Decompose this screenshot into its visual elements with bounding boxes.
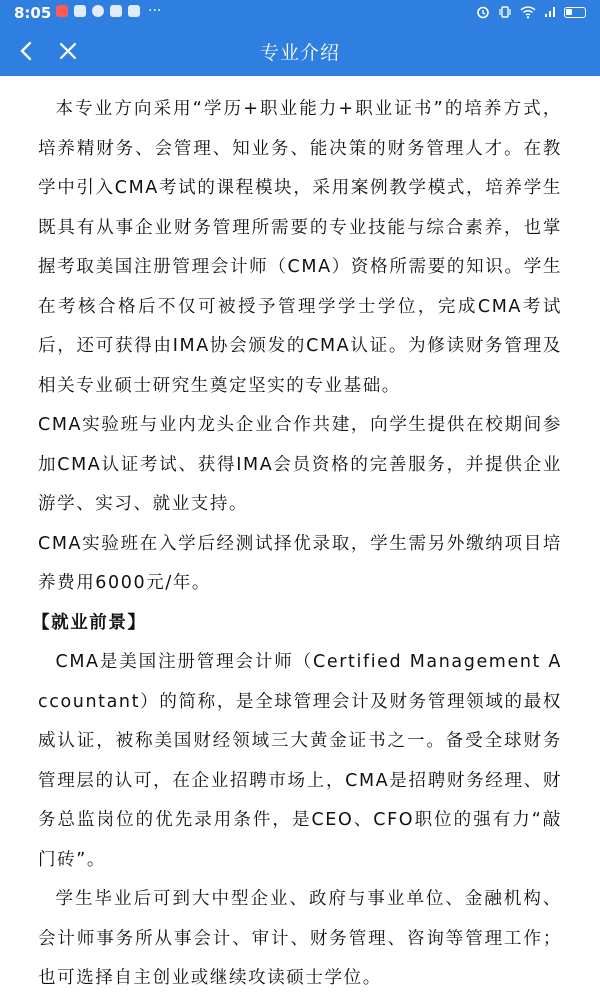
status-bar: [0, 0, 600, 26]
wifi-icon: [520, 5, 536, 19]
admission-paragraph: CMA实验班在入学后经测试择优录取，学生需另外缴纳项目培养费用6000元/年。: [38, 533, 562, 593]
status-time: 8:05: [14, 4, 52, 22]
article-content: [0, 76, 600, 1000]
notification-icons: [56, 5, 161, 17]
partnership-paragraph: CMA实验班与业内龙头企业合作共建，向学生提供在校期间参加CMA认证考试、获得IMA会员资格的完善服务，并提供企业游学、实习、就业支持。: [38, 415, 562, 514]
signal-icon: [544, 5, 556, 19]
intro-paragraph: 本专业方向采用“学历+职业能力+职业证书”的培养方式，培养精财务、会管理、知业务、能决策的财务管理人才。在教学中引入CMA考试的课程模块，采用案例教学模式，培养学生既具有从事企业财务管理所需要的专业技能与综合素养，也掌握考取美国注册管理会计师（CMA）资格所需要的知识。学生在考核合格后不仅可被授予管理学学士学位，完成CMA考试后，还可获得由IMA协会颁发的CMA认证。为修读财务管理及相关专业硕士研究生奠定坚实的专业基础。: [38, 99, 562, 396]
vibrate-icon: [498, 5, 512, 19]
system-icons: [476, 5, 586, 19]
section-heading-employment: 【就业前景】: [32, 612, 147, 633]
app-notification-icon: [56, 5, 68, 17]
search-app-icon: [128, 5, 140, 17]
browser-icon: [92, 5, 104, 17]
battery-icon: [564, 7, 586, 18]
cloud-icon: [74, 5, 86, 17]
alarm-icon: [476, 5, 490, 19]
navigation-bar: [0, 26, 600, 76]
career-paragraph: 学生毕业后可到大中型企业、政府与事业单位、金融机构、会计师事务所从事会计、审计、财务管理、咨询等管理工作；也可选择自主创业或继续攻读硕士学位。: [38, 889, 562, 988]
page-title: 专业介绍: [259, 42, 340, 64]
cma-description-paragraph: CMA是美国注册管理会计师（Certified Management Accountant）的简称，是全球管理会计及财务管理领域的最权威认证，被称美国财经领域三大黄金证书之一。备受全球财务管理层的认可，在企业招聘市场上，CMA是招聘财务经理、财务总监岗位的优先录用条件，是CEO、CFO职位的强有力“敲门砖”。: [38, 652, 562, 870]
settings-icon: [110, 5, 122, 17]
more-notifications: ···: [148, 3, 162, 19]
